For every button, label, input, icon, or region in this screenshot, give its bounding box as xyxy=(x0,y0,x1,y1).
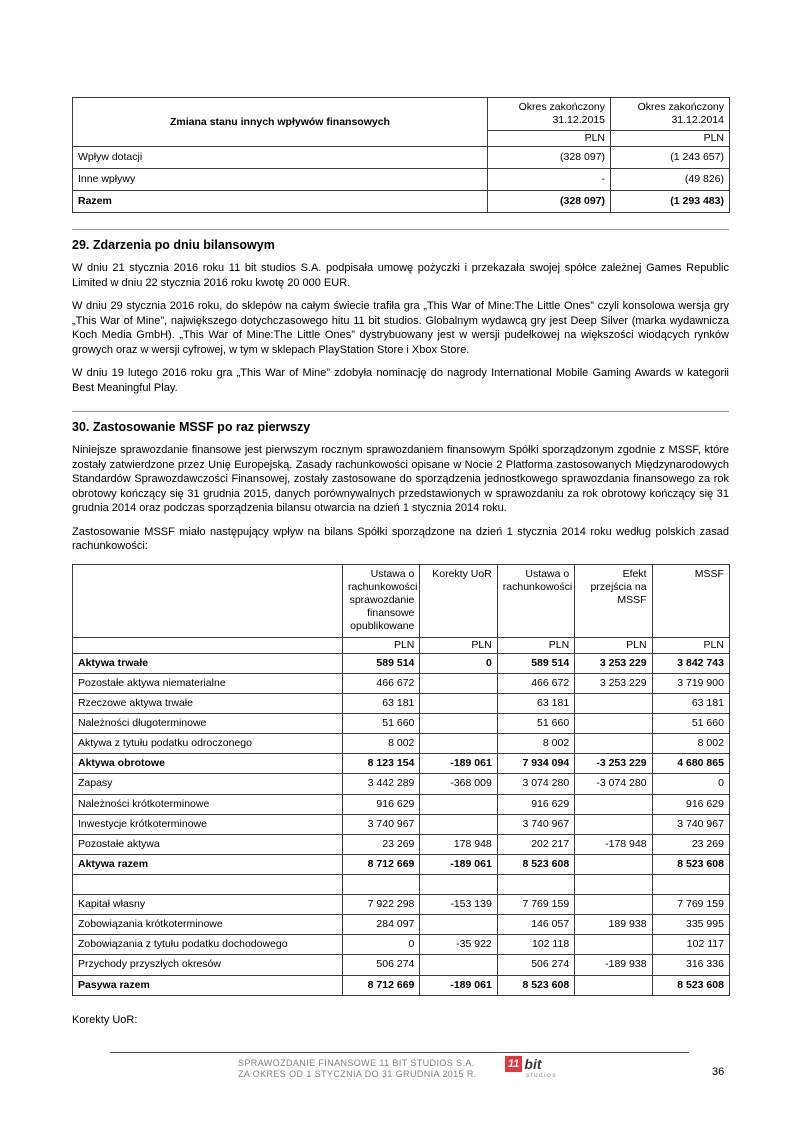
cell-value xyxy=(575,895,652,915)
cell-value: 589 514 xyxy=(497,653,574,673)
section-30-heading: 30. Zastosowanie MSSF po raz pierwszy xyxy=(72,411,729,434)
cell-value: 7 922 298 xyxy=(343,895,420,915)
unit-label: PLN xyxy=(343,637,420,653)
cell-value: (1 293 483) xyxy=(611,191,730,213)
row-label: Razem xyxy=(73,191,488,213)
row-label: Pozostałe aktywa niematerialne xyxy=(73,673,343,693)
row-label: Kapitał własny xyxy=(73,895,343,915)
row-label: Inne wpływy xyxy=(73,169,488,191)
cell-value: - xyxy=(488,169,611,191)
unit-label: PLN xyxy=(575,637,652,653)
cell-value: 51 660 xyxy=(652,714,729,734)
cell-value: 466 672 xyxy=(497,673,574,693)
cell-value: (328 097) xyxy=(488,191,611,213)
cell-value: 3 442 289 xyxy=(343,774,420,794)
row-label: Pasywa razem xyxy=(73,975,343,995)
table-row xyxy=(73,714,730,734)
cell-value xyxy=(420,814,497,834)
cell-value: 3 253 229 xyxy=(575,653,652,673)
section-29-heading: 29. Zdarzenia po dniu bilansowym xyxy=(72,229,729,252)
row-label: Zobowiązania z tytułu podatku dochodowego xyxy=(73,935,343,955)
cell-value: 0 xyxy=(343,935,420,955)
table-row xyxy=(73,895,730,915)
cell-value xyxy=(575,734,652,754)
cell-value: 8 523 608 xyxy=(497,975,574,995)
cell-value: -35 922 xyxy=(420,935,497,955)
mssf-transition-table xyxy=(72,564,730,996)
cell-value: -189 061 xyxy=(420,975,497,995)
cell-value: 0 xyxy=(420,653,497,673)
row-label xyxy=(73,875,343,895)
cell-value xyxy=(343,875,420,895)
cell-value: 7 934 094 xyxy=(497,754,574,774)
cell-value: -178 948 xyxy=(575,834,652,854)
cell-value: -189 061 xyxy=(420,754,497,774)
cell-value: -153 139 xyxy=(420,895,497,915)
financial-inflows-table xyxy=(72,97,730,213)
cell-value xyxy=(420,955,497,975)
cell-value: (49 826) xyxy=(611,169,730,191)
cell-value: 8 002 xyxy=(497,734,574,754)
column-header-2014 xyxy=(611,98,730,131)
cell-value: -368 009 xyxy=(420,774,497,794)
table-row xyxy=(73,854,730,874)
table-row xyxy=(73,935,730,955)
row-label: Przychody przyszłych okresów xyxy=(73,955,343,975)
cell-value: 506 274 xyxy=(497,955,574,975)
cell-value: 916 629 xyxy=(343,794,420,814)
cell-value: 178 948 xyxy=(420,834,497,854)
table-header-row xyxy=(73,98,730,131)
page-content xyxy=(72,97,729,1026)
cell-value: 8 712 669 xyxy=(343,854,420,874)
cell-value xyxy=(420,794,497,814)
table-row xyxy=(73,875,730,895)
table-row xyxy=(73,915,730,935)
cell-value: 63 181 xyxy=(652,693,729,713)
paragraph: Zastosowanie MSSF miało następujący wpływ na bilans Spółki sporządzone na dzień 1 stycznia 2014 roku według polskich zasad rachunkowości: xyxy=(72,525,729,553)
table-row xyxy=(73,673,730,693)
cell-value: -189 061 xyxy=(420,854,497,874)
unit-label: PLN xyxy=(488,131,611,147)
period-label: Okres zakończony xyxy=(518,101,605,113)
cell-value xyxy=(575,814,652,834)
row-label: Zobowiązania krótkoterminowe xyxy=(73,915,343,935)
cell-value: 3 253 229 xyxy=(575,673,652,693)
table-row xyxy=(73,814,730,834)
cell-value: 146 057 xyxy=(497,915,574,935)
cell-value: 8 523 608 xyxy=(652,854,729,874)
cell-value: 3 842 743 xyxy=(652,653,729,673)
cell-value xyxy=(420,734,497,754)
table-row xyxy=(73,774,730,794)
cell-value: -189 938 xyxy=(575,955,652,975)
cell-value: 102 118 xyxy=(497,935,574,955)
row-label: Zapasy xyxy=(73,774,343,794)
unit-label: PLN xyxy=(652,637,729,653)
row-label: Należności długoterminowe xyxy=(73,714,343,734)
cell-value: 3 740 967 xyxy=(497,814,574,834)
cell-value: 189 938 xyxy=(575,915,652,935)
cell-value: 63 181 xyxy=(343,693,420,713)
cell-value xyxy=(420,915,497,935)
cell-value xyxy=(420,714,497,734)
page-number: 36 xyxy=(712,1066,725,1078)
cell-value xyxy=(575,875,652,895)
row-label: Aktywa z tytułu podatku odroczonego xyxy=(73,734,343,754)
unit-row xyxy=(73,637,730,653)
cell-value: 8 123 154 xyxy=(343,754,420,774)
cell-value xyxy=(497,875,574,895)
cell-value: 7 769 159 xyxy=(497,895,574,915)
table-row xyxy=(73,975,730,995)
cell-value xyxy=(652,875,729,895)
unit-label: PLN xyxy=(497,637,574,653)
cell-value: 4 680 865 xyxy=(652,754,729,774)
cell-value xyxy=(420,693,497,713)
cell-value: 63 181 xyxy=(497,693,574,713)
table-row xyxy=(73,169,730,191)
table-row xyxy=(73,794,730,814)
row-label: Pozostałe aktywa xyxy=(73,834,343,854)
cell-value: 8 712 669 xyxy=(343,975,420,995)
table-title: Zmiana stanu innych wpływów finansowych xyxy=(73,98,488,147)
cell-value: 8 523 608 xyxy=(497,854,574,874)
unit-label: PLN xyxy=(611,131,730,147)
footer-line-1: SPRAWOZDANIE FINANSOWE 11 BIT STUDIOS S.A. xyxy=(238,1058,475,1068)
footer-text xyxy=(238,1058,477,1080)
column-header-efekt-mssf: Efekt przejścia na MSSF xyxy=(575,564,652,637)
footer-divider xyxy=(110,1052,689,1053)
table-row xyxy=(73,191,730,213)
cell-value: 316 336 xyxy=(652,955,729,975)
logo-row xyxy=(505,1056,557,1072)
column-header-2015 xyxy=(488,98,611,131)
row-label: Rzeczowe aktywa trwałe xyxy=(73,693,343,713)
table-row xyxy=(73,834,730,854)
logo-bit-text: bit xyxy=(524,1056,542,1072)
row-label: Należności krótkoterminowe xyxy=(73,794,343,814)
table-row xyxy=(73,147,730,169)
cell-value: 0 xyxy=(652,774,729,794)
column-header-uor-published: Ustawa o rachunkowości sprawozdanie finansowe opublikowane xyxy=(343,564,420,637)
table-row xyxy=(73,734,730,754)
table-row xyxy=(73,693,730,713)
cell-value: 102 117 xyxy=(652,935,729,955)
cell-value: 8 002 xyxy=(343,734,420,754)
paragraph: W dniu 29 stycznia 2016 roku, do sklepów na całym świecie trafiła gra „This War of Mine:The Little Ones” czyli konsolowa wersja gry „This War of Mine”, największego dotychczasowego hitu 11 bit studios. Globalnym wydawcą gry jest Deep Silver (marka wydawnicza Koch Media GmbH). „This War of Mine:The Little Ones” dystrybuowany jest w wersji pudełkowej na większości wiodących rynków growych oraz w wersji cyfrowej, w tym w sklepach PlayStation Store i Xbox Store. xyxy=(72,300,729,356)
paragraph: W dniu 21 stycznia 2016 roku 11 bit studios S.A. podpisała umowę pożyczki i przekazała swojej spółce zależnej Games Republic Limited w dniu 22 stycznia 2016 roku kwotę 20 000 EUR. xyxy=(72,262,729,289)
cell-value xyxy=(575,975,652,995)
table-row xyxy=(73,653,730,673)
column-header-korekty-uor: Korekty UoR xyxy=(420,564,497,637)
cell-value: 3 719 900 xyxy=(652,673,729,693)
table-row xyxy=(73,955,730,975)
row-label: Aktywa razem xyxy=(73,854,343,874)
cell-value: 51 660 xyxy=(497,714,574,734)
cell-value: (328 097) xyxy=(488,147,611,169)
cell-value: 51 660 xyxy=(343,714,420,734)
column-header-mssf: MSSF xyxy=(652,564,729,637)
period-date: 31.12.2015 xyxy=(552,114,605,127)
cell-value: 23 269 xyxy=(343,834,420,854)
empty-header-cell xyxy=(73,564,343,637)
cell-value: -3 253 229 xyxy=(575,754,652,774)
cell-value xyxy=(575,714,652,734)
cell-value: 202 217 xyxy=(497,834,574,854)
period-label: Okres zakończony xyxy=(637,101,724,113)
cell-value: 8 523 608 xyxy=(652,975,729,995)
cell-value xyxy=(420,875,497,895)
cell-value: 8 002 xyxy=(652,734,729,754)
cell-value: 466 672 xyxy=(343,673,420,693)
row-label: Aktywa obrotowe xyxy=(73,754,343,774)
table-body xyxy=(73,147,730,213)
cell-value: 23 269 xyxy=(652,834,729,854)
cell-value xyxy=(420,673,497,693)
cell-value xyxy=(575,935,652,955)
table-header-row xyxy=(73,564,730,637)
empty-header-cell xyxy=(73,637,343,653)
cell-value xyxy=(575,693,652,713)
cell-value: 589 514 xyxy=(343,653,420,673)
table-row xyxy=(73,754,730,774)
cell-value: 916 629 xyxy=(652,794,729,814)
row-label: Aktywa trwałe xyxy=(73,653,343,673)
logo-11-icon: 11 xyxy=(505,1056,522,1072)
table-body xyxy=(73,653,730,995)
cell-value: 506 274 xyxy=(343,955,420,975)
cell-value xyxy=(575,794,652,814)
row-label: Wpływ dotacji xyxy=(73,147,488,169)
cell-value: (1 243 657) xyxy=(611,147,730,169)
cell-value: 3 740 967 xyxy=(652,814,729,834)
footer-line-2: ZA OKRES OD 1 STYCZNIA DO 31 GRUDNIA 2015 R. xyxy=(238,1069,477,1079)
cell-value xyxy=(575,854,652,874)
logo-studios-text: studios xyxy=(525,1072,557,1079)
cell-value: 7 769 159 xyxy=(652,895,729,915)
cell-value: 916 629 xyxy=(497,794,574,814)
paragraph: W dniu 19 lutego 2016 roku gra „This War of Mine” zdobyła nominację do nagrody International Mobile Gaming Awards w kategorii Best Meaningful Play. xyxy=(72,367,729,394)
cell-value: 3 740 967 xyxy=(343,814,420,834)
unit-label: PLN xyxy=(420,637,497,653)
column-header-uor: Ustawa o rachunkowości xyxy=(497,564,574,637)
cell-value: -3 074 280 xyxy=(575,774,652,794)
korekty-uor-label: Korekty UoR: xyxy=(72,1013,138,1026)
cell-value: 284 097 xyxy=(343,915,420,935)
period-date: 31.12.2014 xyxy=(671,114,724,127)
11bit-studios-logo xyxy=(505,1056,557,1079)
cell-value: 335 995 xyxy=(652,915,729,935)
row-label: Inwestycje krótkoterminowe xyxy=(73,814,343,834)
cell-value: 3 074 280 xyxy=(497,774,574,794)
paragraph: Niniejsze sprawozdanie finansowe jest pierwszym rocznym sprawozdaniem finansowym Spółki sporządzonym zgodnie z MSSF, które zostały zatwierdzone przez Unię Europejską. Zasady rachunkowości opisane w Nocie 2 Platforma zastosowanych Międzynarodowych Standardów Sprawozdawczości Finansowej, zostały zastosowane do sporządzenia jednostkowego sprawozdania finansowego za rok obrotowy kończący się 31 grudnia 2015, danych porównywalnych przedstawionych w sprawozdaniu za rok obrotowy kończący się 31 grudnia 2014 oraz podczas sporządzenia bilansu otwarcia na dzień 1 stycznia 2014 roku. xyxy=(72,444,729,515)
